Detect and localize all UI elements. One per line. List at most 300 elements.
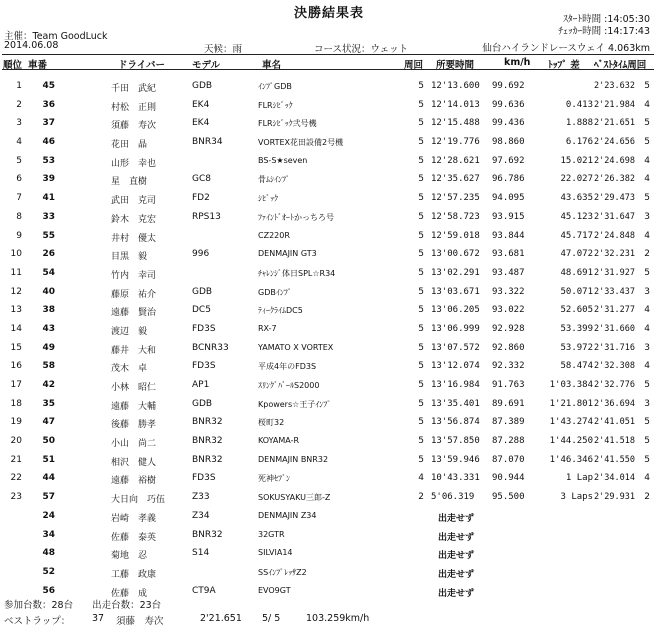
race-times (558, 14, 650, 38)
best-lap-driver: 須藤 寿次 (116, 616, 164, 627)
table-row (0, 564, 658, 583)
row-car-name: Kpowers☆王子ｲﾝﾌﾟ (258, 399, 332, 409)
row-driver: 竹内 幸司 (111, 270, 157, 281)
row-best-lap: 5 (644, 380, 650, 390)
row-driver: 渡辺 毅 (111, 326, 148, 337)
row-total-time: 13'06.205 (431, 305, 480, 316)
row-driver: 藤原 祐介 (111, 289, 157, 300)
row-best-lap: 4 (644, 361, 650, 372)
row-driver: 茂木 卓 (111, 364, 148, 375)
race-date: 2014.06.08 (4, 40, 59, 51)
row-best-lap: 3 (644, 211, 650, 222)
row-speed: 99.692 (492, 81, 525, 91)
row-car-number: 48 (42, 548, 55, 559)
row-total-time: 12'35.627 (431, 174, 480, 185)
row-laps: 5 (418, 454, 424, 465)
row-best-lap: 5 (644, 267, 650, 278)
row-driver: 小林 昭仁 (111, 383, 157, 393)
row-position: 4 (16, 137, 22, 148)
header-kmh: km/h (504, 57, 531, 68)
row-car-name: 平成4年のFD3S (258, 362, 317, 372)
row-laps: 5 (418, 230, 424, 241)
row-speed: 87.070 (492, 454, 525, 465)
row-best-lap: 3 (644, 398, 650, 409)
row-car-name: KOYAMA-R (258, 436, 300, 446)
row-laps: 5 (418, 323, 424, 334)
row-position: 6 (16, 174, 22, 185)
row-laps: 5 (418, 417, 424, 428)
best-lap-time: 2'21.651 (200, 613, 242, 624)
row-speed: 92.928 (492, 323, 525, 334)
row-car-name: DENMAJIN Z34 (258, 510, 317, 520)
row-total-time: 13'16.984 (431, 380, 480, 390)
row-position: 11 (10, 267, 22, 278)
row-did-not-start: 出走せず (438, 588, 475, 599)
row-best-time: 2'29.473 (594, 193, 635, 204)
row-gap: 45.123 (560, 211, 593, 222)
row-laps: 5 (418, 118, 424, 129)
row-laps: 5 (418, 267, 424, 278)
row-speed: 87.288 (492, 436, 525, 447)
row-speed: 97.692 (492, 155, 525, 166)
row-driver: 後藤 勝孝 (111, 420, 157, 431)
header-pos: 順位 (3, 60, 23, 71)
row-speed: 87.389 (492, 417, 525, 428)
table-row (0, 228, 658, 247)
row-position: 1 (16, 81, 22, 91)
table-header (0, 55, 658, 69)
row-car-name: ｼﾋﾞｯｸ (258, 194, 278, 204)
row-speed: 92.332 (492, 361, 525, 372)
row-driver: 相沢 健人 (111, 457, 157, 468)
row-position: 8 (16, 211, 22, 222)
row-position: 18 (10, 398, 22, 409)
row-total-time: 12'14.013 (431, 99, 480, 110)
row-best-time: 2'31.927 (594, 267, 635, 278)
row-best-lap: 4 (644, 155, 650, 166)
row-driver: 藤井 大和 (111, 345, 157, 356)
row-driver: 小山 尚二 (111, 439, 157, 450)
row-speed: 91.763 (492, 380, 525, 390)
row-model: RPS13 (192, 211, 221, 222)
table-row (0, 358, 658, 377)
row-best-lap: 5 (644, 137, 650, 148)
table-row (0, 508, 658, 527)
row-driver: 井村 優太 (111, 233, 157, 244)
row-model: DC5 (192, 305, 211, 316)
row-car-number: 35 (42, 398, 55, 409)
row-total-time: 13'03.671 (431, 286, 480, 297)
row-best-time: 2'31.277 (594, 305, 635, 316)
row-position: 21 (10, 454, 22, 465)
row-laps: 5 (418, 305, 424, 316)
row-model: BNR32 (192, 436, 223, 447)
row-gap: 1'03.384 (549, 380, 593, 390)
row-gap: 58.474 (560, 361, 593, 372)
row-best-lap: 4 (644, 174, 650, 185)
row-speed: 93.322 (492, 286, 525, 297)
row-laps: 5 (418, 249, 424, 260)
row-best-time: 2'41.550 (594, 454, 635, 465)
row-car-name: SILVIA14 (258, 548, 293, 558)
row-car-name: ﾁｬﾚﾝｼﾞ体日SPL☆R34 (258, 268, 336, 278)
row-did-not-start: 出走せず (438, 513, 475, 524)
row-position: 2 (16, 99, 22, 110)
row-position: 13 (10, 305, 22, 316)
row-best-time: 2'41.051 (594, 417, 635, 428)
row-speed: 95.500 (492, 492, 525, 503)
row-driver: 須藤 寿次 (111, 121, 157, 132)
row-laps: 5 (418, 193, 424, 204)
row-gap: 0.413 (565, 99, 593, 110)
row-position: 14 (10, 323, 22, 334)
row-total-time: 13'56.874 (431, 417, 480, 428)
row-laps: 5 (418, 81, 424, 91)
row-best-lap: 4 (644, 230, 650, 241)
header-model: モデル (192, 60, 221, 71)
table-row (0, 340, 658, 359)
header-no: 車番 (28, 60, 48, 71)
row-gap: 3 Laps (560, 492, 593, 503)
row-car-number: 33 (42, 211, 55, 222)
row-car-name: EVO9GT (258, 585, 291, 595)
row-car-number: 37 (42, 118, 55, 129)
row-laps: 5 (418, 137, 424, 148)
header-best: ﾍﾞｽﾄﾀｲﾑ周回 (594, 60, 647, 71)
row-speed: 99.436 (492, 118, 525, 129)
row-laps: 5 (418, 174, 424, 185)
row-laps: 5 (418, 286, 424, 297)
row-gap: 15.021 (560, 155, 593, 166)
row-position: 10 (10, 249, 22, 260)
row-model: GDB (192, 81, 213, 91)
row-driver: 武田 克司 (111, 196, 157, 207)
row-best-lap: 2 (644, 249, 650, 260)
row-speed: 96.786 (492, 174, 525, 185)
row-car-number: 26 (42, 249, 55, 260)
row-car-number: 46 (42, 137, 55, 148)
row-driver: 遠藤 賢治 (111, 308, 157, 319)
row-car-name: SOKUSYAKU三郎-Z (258, 493, 331, 503)
row-gap: 1'21.801 (549, 398, 593, 409)
row-car-name: ｽﾘﾝｸﾞﾊﾞｰﾙS2000 (258, 381, 320, 390)
row-gap: 47.072 (560, 249, 593, 260)
row-speed: 89.691 (492, 398, 525, 409)
header-bottom-rule (2, 69, 654, 70)
row-model: GC8 (192, 174, 211, 185)
row-speed: 98.860 (492, 137, 525, 148)
row-best-time: 2'31.716 (594, 342, 635, 353)
row-model: BNR32 (192, 417, 223, 428)
row-model: BNR34 (192, 137, 223, 148)
row-position: 23 (10, 492, 22, 503)
row-model: Z34 (192, 510, 210, 521)
table-row (0, 489, 658, 508)
row-speed: 93.844 (492, 230, 525, 241)
row-car-number: 43 (42, 323, 55, 334)
row-laps: 5 (418, 99, 424, 110)
row-driver: 大日向 巧伍 (111, 495, 166, 506)
table-row (0, 134, 658, 153)
row-car-name: SSｲﾝﾌﾟﾚｯｻZ2 (258, 567, 307, 577)
results-table (0, 78, 658, 601)
row-model: GDB (192, 398, 213, 409)
start-time: ｽﾀｰﾄ時間 :14:05:30 (563, 14, 650, 25)
best-lap-car-no: 37 (92, 613, 105, 624)
row-gap: 50.071 (560, 286, 593, 297)
row-best-lap: 4 (644, 99, 650, 110)
row-best-lap: 5 (644, 417, 650, 428)
row-laps: 5 (418, 398, 424, 409)
row-car-number: 56 (42, 585, 55, 596)
row-gap: 6.176 (565, 137, 593, 148)
row-driver: 千田 武紀 (111, 84, 157, 94)
row-total-time: 13'59.946 (431, 454, 480, 465)
row-best-time: 2'24.848 (594, 230, 635, 241)
row-car-number: 52 (42, 566, 55, 577)
row-speed: 93.915 (492, 211, 525, 222)
header-laps: 周回 (404, 60, 424, 71)
row-best-lap: 5 (644, 81, 650, 91)
row-car-number: 40 (42, 286, 55, 297)
row-driver: 目黒 毅 (111, 252, 148, 263)
row-total-time: 13'12.074 (431, 361, 480, 372)
row-best-lap: 4 (644, 305, 650, 316)
table-row (0, 470, 658, 489)
row-gap: 22.027 (560, 174, 593, 185)
row-car-number: 53 (42, 155, 55, 166)
best-lap-label: ベストラップ： (4, 616, 71, 627)
row-best-time: 2'31.660 (594, 323, 635, 334)
row-best-lap: 3 (644, 286, 650, 297)
row-laps: 5 (418, 380, 424, 390)
table-row (0, 153, 658, 172)
row-driver: 星 直樹 (111, 177, 148, 188)
table-row (0, 115, 658, 134)
row-model: BNR32 (192, 529, 223, 540)
row-driver: 遠藤 裕樹 (111, 476, 157, 487)
table-row (0, 246, 658, 265)
row-model: FD3S (192, 361, 216, 372)
row-speed: 93.681 (492, 249, 525, 260)
row-best-time: 2'29.931 (594, 492, 635, 503)
row-best-time: 2'34.014 (594, 473, 635, 484)
row-best-lap: 5 (644, 118, 650, 129)
row-driver: 村松 正則 (111, 102, 157, 113)
row-did-not-start: 出走せず (438, 569, 475, 580)
row-total-time: 10'43.331 (431, 473, 480, 484)
row-total-time: 12'59.018 (431, 230, 480, 241)
row-car-name: ｲﾝﾌﾟGDB (258, 82, 292, 91)
row-car-name: YAMATO X VORTEX (258, 342, 334, 352)
row-car-name: FLRｼﾋﾞｯｸ (258, 100, 293, 110)
row-gap: 43.635 (560, 193, 593, 204)
row-model: FD3S (192, 323, 216, 334)
row-gap: 1'44.250 (549, 436, 593, 447)
row-total-time: 5'06.319 (431, 492, 475, 503)
row-car-name: ﾃｨｰｸﾗｲﾑDC5 (258, 306, 303, 316)
row-gap: 1'43.274 (549, 417, 593, 428)
row-driver: 鈴木 克宏 (111, 214, 157, 225)
row-position: 19 (10, 417, 22, 428)
row-gap: 48.691 (560, 267, 593, 278)
row-car-number: 49 (42, 342, 55, 353)
row-laps: 5 (418, 155, 424, 166)
row-best-lap: 5 (644, 193, 650, 204)
row-best-time: 2'24.656 (594, 137, 635, 148)
row-model: CT9A (192, 585, 216, 596)
row-car-number: 55 (42, 230, 55, 241)
row-car-name: DENMAJIN BNR32 (258, 454, 329, 464)
row-car-name: 32GTR (258, 529, 285, 539)
row-total-time: 13'02.291 (431, 267, 480, 278)
header-time: 所要時間 (436, 60, 475, 71)
row-did-not-start: 出走せず (438, 551, 475, 562)
row-total-time: 13'07.572 (431, 342, 480, 353)
row-driver: 山形 幸也 (111, 158, 157, 169)
row-position: 7 (16, 193, 22, 204)
row-model: GDB (192, 286, 213, 297)
row-model: BNR32 (192, 454, 223, 465)
row-model: EK4 (192, 99, 210, 110)
row-car-name: FLRｼﾋﾞｯｸ弐号機 (258, 119, 317, 129)
row-gap: 52.605 (560, 305, 593, 316)
table-row (0, 302, 658, 321)
row-model: 996 (192, 249, 210, 260)
row-best-lap: 5 (644, 454, 650, 465)
row-car-name: 桜町32 (258, 418, 285, 428)
row-position: 20 (10, 436, 22, 447)
row-total-time: 13'57.850 (431, 436, 480, 447)
row-car-number: 38 (42, 305, 55, 316)
row-total-time: 13'35.401 (431, 398, 480, 409)
row-car-number: 24 (42, 510, 55, 521)
row-speed: 92.860 (492, 342, 525, 353)
row-gap: 1'46.346 (549, 454, 593, 465)
header-gap: ﾄｯﾌﾟ 差 (548, 60, 580, 71)
row-model: FD2 (192, 193, 210, 204)
best-lap-speed: 103.259km/h (306, 613, 370, 624)
table-row (0, 78, 658, 97)
row-best-time: 2'21.984 (594, 99, 635, 110)
row-total-time: 12'28.621 (431, 155, 480, 166)
row-car-name: ﾌｧｲﾝﾄﾞｵｰﾄかっちろ号 (258, 212, 334, 222)
row-total-time: 12'57.235 (431, 193, 480, 204)
row-gap: 1.888 (565, 118, 593, 129)
row-car-number: 54 (42, 267, 55, 278)
table-row (0, 171, 658, 190)
row-model: EK4 (192, 118, 210, 129)
row-car-number: 42 (42, 380, 55, 390)
row-laps: 5 (418, 436, 424, 447)
row-gap: 1 Lap (565, 473, 593, 484)
row-car-name: GDBｲﾝﾌﾟ (258, 287, 292, 297)
row-car-number: 39 (42, 174, 55, 185)
row-car-name: 死神ｾﾌﾞﾝ (258, 474, 290, 484)
row-position: 12 (10, 286, 22, 297)
row-model: BCNR33 (192, 342, 229, 353)
row-model: FD3S (192, 473, 216, 484)
row-driver: 岩崎 孝義 (111, 513, 157, 524)
row-car-name: CZ220R (258, 230, 290, 240)
row-car-number: 50 (42, 436, 55, 447)
table-row (0, 265, 658, 284)
table-row (0, 377, 658, 396)
row-car-number: 34 (42, 529, 55, 540)
row-driver: 菊地 忍 (111, 551, 148, 562)
row-best-time: 2'32.776 (594, 380, 635, 390)
row-position: 15 (10, 342, 22, 353)
row-gap: 45.717 (560, 230, 593, 241)
table-row (0, 209, 658, 228)
row-best-time: 2'33.437 (594, 286, 635, 297)
row-gap: 53.972 (560, 342, 593, 353)
row-best-time: 2'32.308 (594, 361, 635, 372)
table-row (0, 190, 658, 209)
organizer: 主催：Team GoodLuck (4, 31, 108, 42)
row-speed: 90.944 (492, 473, 525, 484)
row-car-name: VORTEX花田設備2号機 (258, 138, 344, 148)
row-driver: 遠藤 大輔 (111, 401, 157, 412)
row-total-time: 12'15.488 (431, 118, 480, 129)
row-total-time: 12'13.600 (431, 81, 480, 91)
row-best-lap: 4 (644, 473, 650, 484)
row-total-time: 13'00.672 (431, 249, 480, 260)
row-best-lap: 3 (644, 342, 650, 353)
header-driver: ドライバー (118, 60, 166, 71)
table-row (0, 396, 658, 415)
row-best-time: 2'23.632 (594, 81, 635, 91)
row-best-lap: 5 (644, 436, 650, 447)
row-car-name: DENMAJIN GT3 (258, 249, 317, 259)
row-total-time: 13'06.999 (431, 323, 480, 334)
row-total-time: 12'19.776 (431, 137, 480, 148)
row-position: 5 (16, 155, 22, 166)
row-best-time: 2'26.382 (594, 174, 635, 185)
row-car-name: RX-7 (258, 323, 277, 333)
best-lap-lap: 5/ 5 (262, 613, 281, 624)
table-row (0, 321, 658, 340)
row-laps: 2 (418, 492, 424, 503)
row-car-number: 36 (42, 99, 55, 110)
row-best-time: 2'31.647 (594, 211, 635, 222)
row-car-number: 41 (42, 193, 55, 204)
row-speed: 93.022 (492, 305, 525, 316)
row-laps: 4 (418, 473, 424, 484)
row-car-name: 骨ﾑｼｲﾝﾌﾟ (258, 175, 290, 185)
table-row (0, 97, 658, 116)
row-position: 9 (16, 230, 22, 241)
row-did-not-start: 出走せず (438, 532, 475, 543)
table-row (0, 545, 658, 564)
row-car-number: 47 (42, 417, 55, 428)
row-car-number: 57 (42, 492, 55, 503)
row-best-time: 2'36.694 (594, 398, 635, 409)
circuit-name: 仙台ハイランドレースウェイ 4.063km (482, 43, 650, 54)
course-condition: コース状況：ウェット (314, 44, 409, 55)
table-row (0, 433, 658, 452)
row-speed: 93.487 (492, 267, 525, 278)
row-model: AP1 (192, 380, 210, 390)
row-speed: 99.636 (492, 99, 525, 110)
row-position: 3 (16, 118, 22, 129)
row-laps: 5 (418, 342, 424, 353)
checker-time: ﾁｪｯｶｰ時間 :14:17:43 (558, 26, 650, 37)
row-gap: 53.399 (560, 323, 593, 334)
row-speed: 94.095 (492, 193, 525, 204)
row-best-time: 2'41.518 (594, 436, 635, 447)
row-position: 17 (10, 380, 22, 390)
